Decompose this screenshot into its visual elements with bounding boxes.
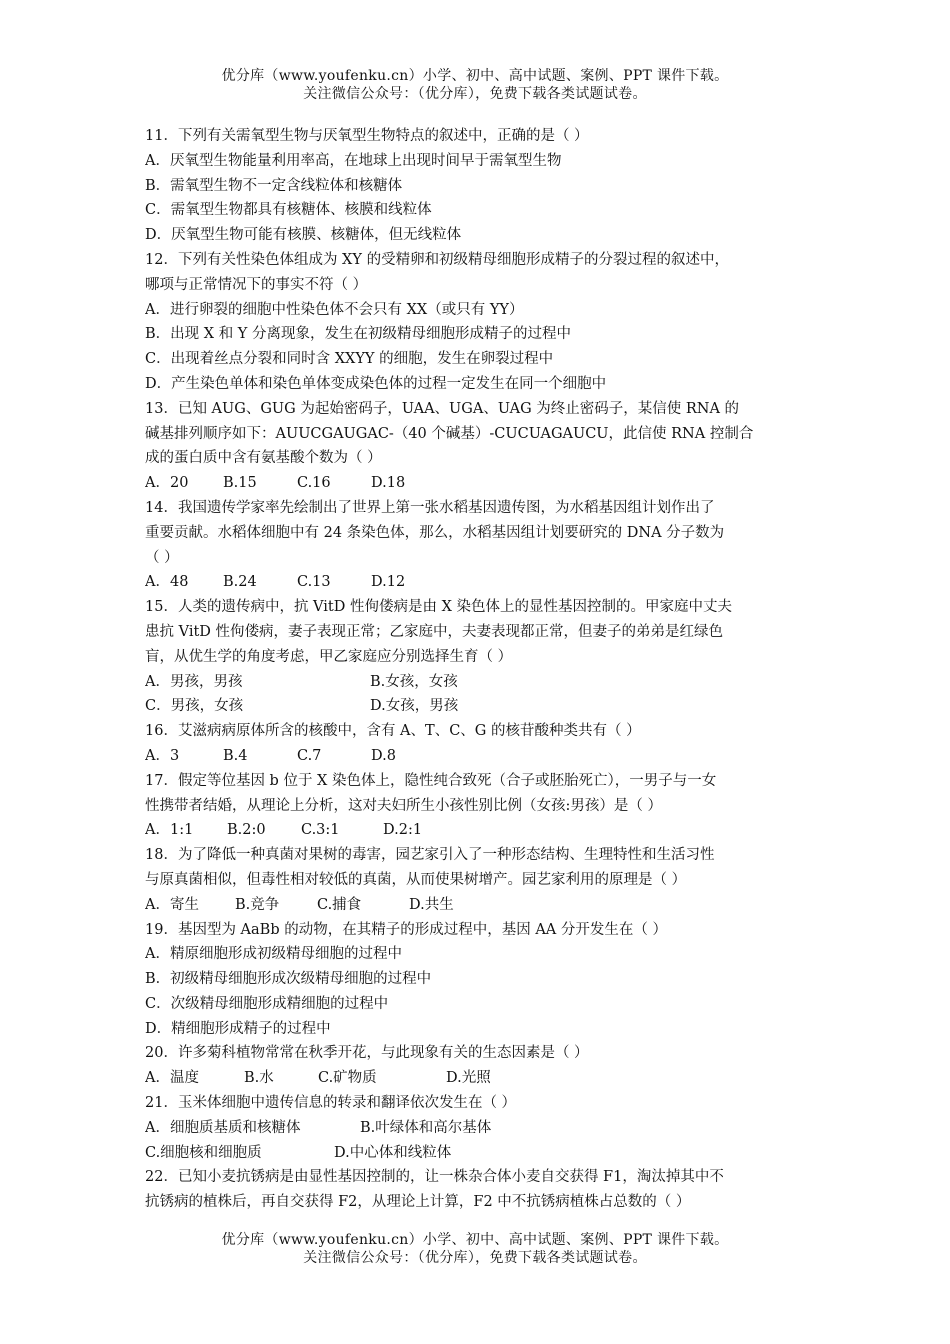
option-b: B.水 <box>244 1070 274 1087</box>
question-21 <box>145 1091 815 1165</box>
option-d: D.2:1 <box>383 822 423 839</box>
option-d: D．精细胞形成精子的过程中 <box>145 1020 331 1037</box>
question-11 <box>145 124 815 248</box>
question-stem: 成的蛋白质中含有氨基酸个数为（ ） <box>145 450 382 467</box>
question-stem: 哪项与正常情况下的事实不符（ ） <box>145 276 368 293</box>
question-19 <box>145 918 815 1042</box>
option-d: D.光照 <box>446 1070 491 1087</box>
question-stem: 与原真菌相似，但毒性相对较低的真菌，从而使果树增产。园艺家利用的原理是（ ） <box>145 871 687 888</box>
option-c: C.7 <box>297 747 322 764</box>
question-stem: 抗锈病的植株后，再自交获得 F2，从理论上计算，F2 中不抗锈病植株占总数的（ ） <box>145 1194 691 1211</box>
option-d: D.8 <box>371 747 396 764</box>
option-row <box>145 570 815 595</box>
footer-line-1: 优分库（www.youfenku.cn）小学、初中、高中试题、案例、PPT 课件下载。 <box>221 1232 729 1248</box>
option-row <box>145 1141 815 1166</box>
option-row <box>145 1066 815 1091</box>
question-14 <box>145 496 815 595</box>
option-d: D．产生染色单体和染色单体变成染色体的过程一定发生在同一个细胞中 <box>145 375 607 392</box>
question-stem: （ ） <box>145 549 179 566</box>
question-stem: 重要贡献。水稻体细胞中有 24 条染色体，那么，水稻基因组计划要研究的 DNA 分子数为 <box>145 524 725 541</box>
option-c: C．次级精母细胞形成精细胞的过程中 <box>145 995 389 1012</box>
question-18 <box>145 843 815 917</box>
option-a: A．精原细胞形成初级精母细胞的过程中 <box>145 946 402 963</box>
option-c: C．男孩，女孩 <box>145 698 244 715</box>
option-c: C.细胞核和细胞质 <box>145 1144 262 1161</box>
option-row <box>145 893 815 918</box>
option-c: C.捕食 <box>317 896 362 913</box>
question-15 <box>145 595 815 719</box>
header-line-2: 关注微信公众号：（优分库），免费下载各类试题试卷。 <box>303 86 647 102</box>
option-a: A．温度 <box>145 1070 199 1087</box>
option-a: A．3 <box>145 747 180 764</box>
option-a: A．48 <box>145 574 189 591</box>
option-a: A．寄生 <box>145 896 199 913</box>
option-b: B.竞争 <box>235 896 280 913</box>
option-a: A．厌氧型生物能量利用率高，在地球上出现时间早于需氧型生物 <box>145 152 562 169</box>
option-b: B.4 <box>223 747 248 764</box>
option-c: C.3:1 <box>301 822 340 839</box>
header-line-1: 优分库（www.youfenku.cn）小学、初中、高中试题、案例、PPT 课件下载。 <box>221 68 729 84</box>
option-row <box>145 744 815 769</box>
option-d: D.18 <box>371 475 406 492</box>
question-20 <box>145 1041 815 1091</box>
option-b: B．初级精母细胞形成次级精母细胞的过程中 <box>145 971 432 988</box>
question-stem: 患抗 VitD 性佝偻病，妻子表现正常；乙家庭中，夫妻表现都正常，但妻子的弟弟是红绿色 <box>145 623 724 640</box>
option-b: B．需氧型生物不一定含线粒体和核糖体 <box>145 177 403 194</box>
question-list <box>145 124 815 1215</box>
option-d: D．厌氧型生物可能有核膜、核糖体，但无线粒体 <box>145 227 462 244</box>
question-stem: 22．已知小麦抗锈病是由显性基因控制的，让一株杂合体小麦自交获得 F1，淘汰掉其中不 <box>145 1169 724 1186</box>
question-stem: 14．我国遗传学家率先绘制出了世界上第一张水稻基因遗传图，为水稻基因组计划作出了 <box>145 499 715 516</box>
question-22 <box>145 1165 815 1215</box>
option-a: A．细胞质基质和核糖体 <box>145 1119 301 1136</box>
question-stem: 17．假定等位基因 b 位于 X 染色体上，隐性纯合致死（合子或胚胎死亡），一男子与一女 <box>145 772 717 789</box>
option-c: C．出现着丝点分裂和同时含 XXYY 的细胞，发生在卵裂过程中 <box>145 351 554 368</box>
option-row <box>145 670 815 695</box>
option-b: B.15 <box>223 475 257 492</box>
option-c: C．需氧型生物都具有核糖体、核膜和线粒体 <box>145 202 432 219</box>
option-c: C.13 <box>297 574 331 591</box>
question-stem: 19．基因型为 AaBb 的动物，在其精子的形成过程中，基因 AA 分开发生在（ ） <box>145 921 667 938</box>
page-footer <box>0 1231 950 1267</box>
option-d: D.中心体和线粒体 <box>334 1144 452 1161</box>
option-b: B.2:0 <box>227 822 266 839</box>
option-a: A．1:1 <box>145 822 194 839</box>
question-stem: 11．下列有关需氧型生物与厌氧型生物特点的叙述中，正确的是（ ） <box>145 128 589 144</box>
option-row <box>145 818 815 843</box>
option-d: D.12 <box>371 574 406 591</box>
question-stem: 16．艾滋病病原体所含的核酸中，含有 A、T、C、G 的核苷酸种类共有（ ） <box>145 723 641 740</box>
option-b: B.女孩，女孩 <box>370 673 458 690</box>
option-row <box>145 694 815 719</box>
footer-line-2: 关注微信公众号：（优分库），免费下载各类试题试卷。 <box>303 1250 647 1266</box>
question-stem: 20．许多菊科植物常常在秋季开花，与此现象有关的生态因素是（ ） <box>145 1045 589 1062</box>
option-a: A．进行卵裂的细胞中性染色体不会只有 XX（或只有 YY） <box>145 301 524 318</box>
option-a: A．20 <box>145 475 189 492</box>
option-c: C.矿物质 <box>318 1070 377 1087</box>
option-d: D.女孩，男孩 <box>370 698 459 715</box>
question-stem: 18．为了降低一种真菌对果树的毒害，园艺家引入了一种形态结构、生理特性和生活习性 <box>145 847 715 864</box>
option-d: D.共生 <box>409 896 454 913</box>
question-stem: 碱基排列顺序如下：AUUCGAUGAC-（40 个碱基）-CUCUAGAUCU，此信使 RNA 控制合 <box>145 425 754 442</box>
option-row <box>145 471 815 496</box>
option-b: B.24 <box>223 574 257 591</box>
question-stem: 15．人类的遗传病中，抗 VitD 性佝偻病是由 X 染色体上的显性基因控制的。甲家庭中丈夫 <box>145 599 733 616</box>
option-a: A．男孩，男孩 <box>145 673 243 690</box>
question-12 <box>145 248 815 397</box>
question-stem: 12．下列有关性染色体组成为 XY 的受精卵和初级精母细胞形成精子的分裂过程的叙述中， <box>145 251 730 268</box>
option-c: C.16 <box>297 475 331 492</box>
question-16 <box>145 719 815 769</box>
question-stem: 性携带者结婚，从理论上分析，这对夫妇所生小孩性别比例（女孩:男孩）是（ ） <box>145 797 662 814</box>
option-row <box>145 1116 815 1141</box>
page-header <box>0 67 950 103</box>
question-stem: 13．已知 AUG、GUG 为起始密码子，UAA、UGA、UAG 为终止密码子，某信使 RNA 的 <box>145 400 740 417</box>
option-b: B.叶绿体和高尔基体 <box>360 1119 492 1136</box>
question-stem: 盲，从优生学的角度考虑，甲乙家庭应分别选择生育（ ） <box>145 648 513 665</box>
question-17 <box>145 769 815 843</box>
question-stem: 21．玉米体细胞中遗传信息的转录和翻译依次发生在（ ） <box>145 1095 517 1112</box>
option-b: B．出现 X 和 Y 分离现象，发生在初级精母细胞形成精子的过程中 <box>145 326 571 343</box>
question-13 <box>145 397 815 496</box>
